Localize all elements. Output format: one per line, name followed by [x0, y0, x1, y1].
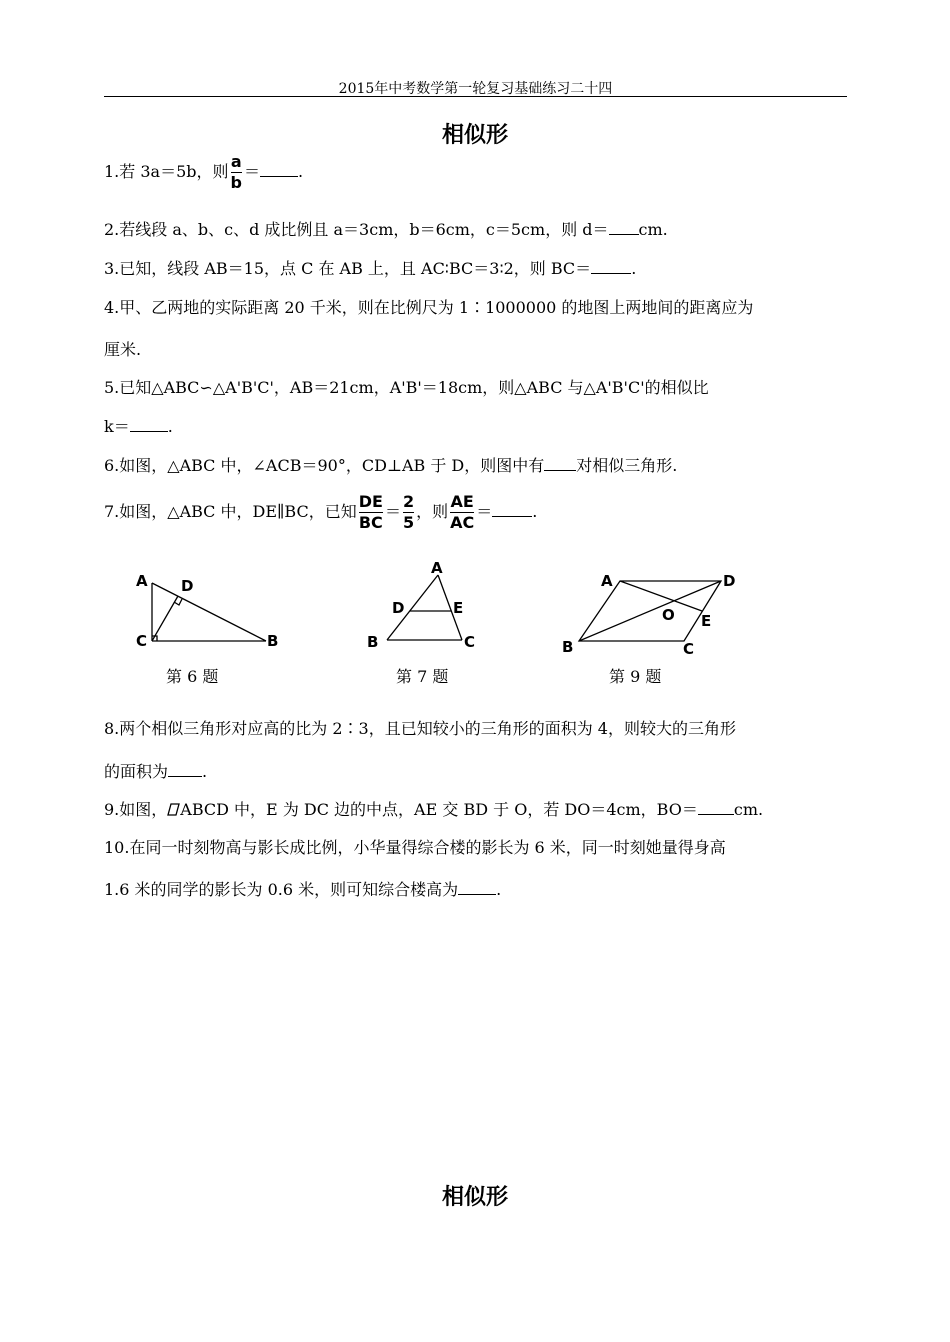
answer-blank [591, 259, 631, 274]
label-a: A [136, 572, 148, 590]
answer-blank [609, 220, 639, 235]
question-8-line-2: 的面积为 . [104, 762, 208, 781]
question-7: 7.如图，△ABC 中，DE∥BC，已知 $\frac{DE}{BC}$ ＝ $\frac{2}{5}$ ，则 $\frac{AE}{AC}$ ＝ . [104, 492, 538, 532]
diagonal-bd [579, 581, 721, 641]
question-1: 1.若 3a＝5b，则 $\frac{a}{b}$ ＝ . [104, 152, 304, 192]
answer-blank [698, 800, 734, 815]
parallelogram-icon [167, 803, 180, 816]
question-8-line-1: 8.两个相似三角形对应高的比为 2∶3，且已知较小的三角形的面积为 4，则较大的三角形 [104, 719, 736, 738]
label-d: D [723, 572, 736, 590]
question-3: 3.已知，线段 AB＝15，点 C 在 AB 上，且 AC∶BC＝3∶2，则 BC＝ . [104, 259, 637, 278]
label-b: B [367, 633, 379, 651]
fraction-de-over-bc: $\frac{DE}{BC}$ [358, 492, 383, 532]
answer-blank [458, 880, 496, 895]
question-6: 6.如图，△ABC 中，∠ACB＝90°，CD⊥AB 于 D，则图中有 对相似三角形. [104, 456, 678, 475]
question-10-line-2: 1.6 米的同学的影长为 0.6 米，则可知综合楼高为 . [104, 880, 502, 899]
fraction-ae-over-ac: $\frac{AE}{AC}$ [450, 492, 475, 532]
answer-blank [260, 162, 298, 177]
header-divider [104, 96, 847, 97]
fraction-2-over-5: $\frac{2}{5}$ [402, 492, 415, 532]
question-2: 2.若线段 a、b、c、d 成比例且 a＝3cm，b＝6cm，c＝5cm，则 d＝ cm. [104, 220, 668, 239]
label-d: D [392, 599, 405, 617]
page-header: 2015年中考数学第一轮复习基础练习二十四 [338, 81, 613, 97]
caption-figure-6: 第 6 题 [166, 667, 219, 686]
question-4-line-2: 厘米. [104, 340, 142, 359]
question-9: 9.如图， ABCD 中，E 为 DC 边的中点，AE 交 BD 于 O，若 DO＝4cm，BO＝ cm. [104, 800, 764, 819]
question-4-line-1: 4.甲、乙两地的实际距离 20 千米，则在比例尺为 1∶1000000 的地图上两地间的距离应为 [104, 298, 754, 317]
answer-blank [130, 417, 168, 432]
label-d: D [181, 577, 194, 595]
label-c: C [136, 632, 148, 650]
page-title: 相似形 [441, 123, 508, 148]
caption-figure-7: 第 7 题 [396, 667, 449, 686]
label-b: B [562, 638, 574, 656]
answer-blank [168, 762, 202, 777]
label-a: A [431, 559, 443, 577]
caption-figure-9: 第 9 题 [609, 667, 662, 686]
label-a: A [601, 572, 613, 590]
label-o: O [662, 606, 675, 624]
figure-6 [130, 568, 290, 653]
question-5-line-1: 5.已知△ABC∽△A'B'C'，AB＝21cm，A'B'＝18cm，则△ABC 与△A'B'C'的相似比 [104, 378, 709, 397]
answer-blank [544, 456, 576, 471]
question-10-line-1: 10.在同一时刻物高与影长成比例，小华量得综合楼的影长为 6 米，同一时刻她量得身高 [104, 838, 726, 857]
figure-7 [360, 555, 490, 655]
fraction-a-over-b: $\frac{a}{b}$ [230, 152, 242, 192]
page-title-repeat: 相似形 [441, 1185, 508, 1210]
figure-9 [555, 565, 755, 660]
label-c: C [464, 633, 476, 651]
question-5-line-2: k＝ . [104, 417, 173, 436]
label-c: C [683, 640, 695, 658]
label-e: E [701, 612, 712, 630]
label-b: B [267, 632, 279, 650]
label-e: E [453, 599, 464, 617]
answer-blank [492, 502, 532, 517]
